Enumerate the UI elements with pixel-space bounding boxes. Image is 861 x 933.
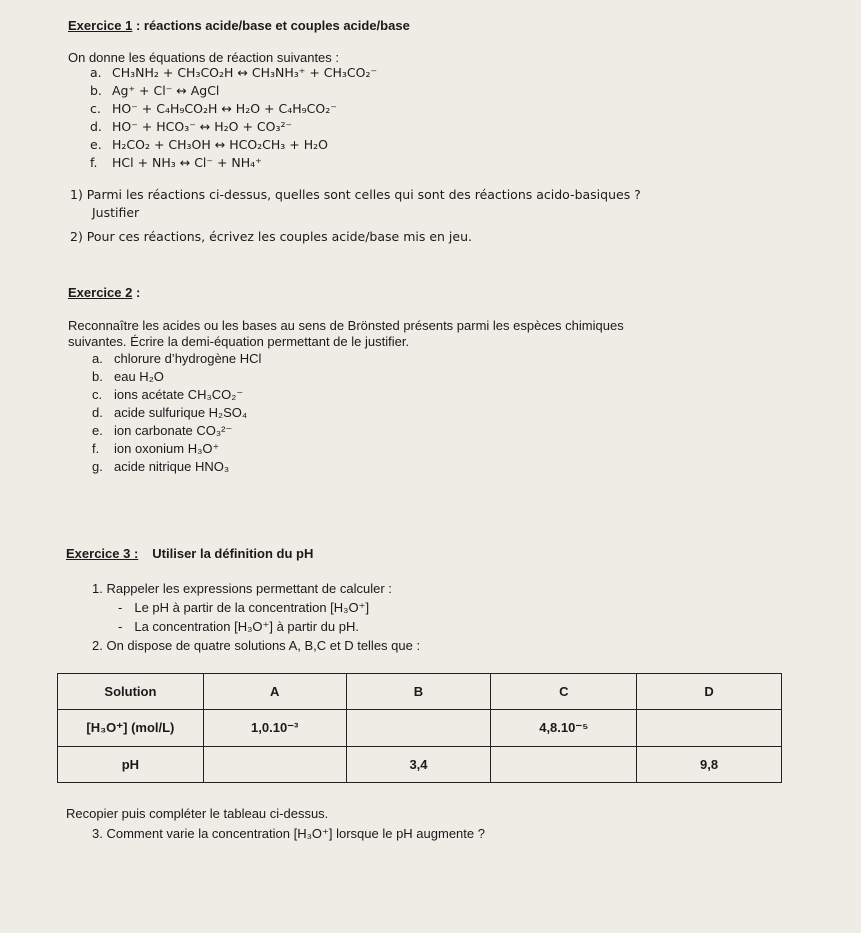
- ex2-intro-line2: suivantes. Écrire la demi-équation permettant de le justifier.: [68, 334, 410, 349]
- equation-text: HO⁻ + C₄H₉CO₂H ↔ H₂O + C₄H₉CO₂⁻: [112, 101, 337, 116]
- table-row: [58, 710, 782, 746]
- ex2-item-e: [92, 423, 232, 439]
- table-header-row: [58, 674, 782, 710]
- ex2-item-f: [92, 441, 219, 457]
- table-cell: pH: [58, 746, 204, 782]
- item-text: ion carbonate CO₃²⁻: [114, 423, 233, 438]
- item-text: acide nitrique HNO₃: [114, 459, 230, 474]
- ex1-title-rest: : réactions acide/base et couples acide/base: [132, 18, 410, 33]
- ex1-title: [68, 18, 410, 33]
- ex2-item-g: [92, 459, 229, 474]
- equation-text: Ag⁺ + Cl⁻ ↔ AgCl: [112, 83, 220, 98]
- ex1-equation-d: [90, 119, 292, 134]
- ex3-question-2: 2. On dispose de quatre solutions A, B,C et D telles que :: [92, 638, 421, 653]
- ex2-title-rest: :: [132, 285, 141, 300]
- ex2-item-c: [92, 387, 243, 403]
- table-cell: B: [346, 674, 491, 710]
- equation-letter: b.: [90, 83, 102, 98]
- table-cell: 4,8.10⁻⁵: [491, 710, 637, 746]
- equation-text: HCl + NH₃ ↔ Cl⁻ + NH₄⁺: [112, 155, 262, 170]
- ex3-title-rest: Utiliser la définition du pH: [152, 546, 314, 561]
- ex1-question-1: 1) Parmi les réactions ci-dessus, quelles sont celles qui sont des réactions acido-basiques ?: [70, 187, 641, 202]
- ex2-item-d: [92, 405, 247, 420]
- ex2-item-b: [92, 369, 164, 384]
- bullet-dash: -: [118, 600, 123, 615]
- item-text: ion oxonium H₃O⁺: [114, 441, 220, 456]
- table-cell: 3,4: [346, 746, 491, 782]
- table-cell: A: [203, 674, 346, 710]
- table-cell: [203, 746, 346, 782]
- item-letter: b.: [92, 369, 103, 384]
- ex3-question-3: 3. Comment varie la concentration [H₃O⁺] lorsque le pH augmente ?: [92, 826, 485, 841]
- item-text: ions acétate CH₃CO₂⁻: [114, 387, 244, 402]
- ex3-question-1: 1. Rappeler les expressions permettant de calculer :: [92, 581, 392, 596]
- ex1-equation-a: [90, 65, 377, 80]
- ex3-title-underlined: Exercice 3 :: [66, 546, 139, 561]
- bullet-dash: -: [118, 619, 123, 634]
- ex1-equation-b: [90, 83, 219, 98]
- ex1-intro: On donne les équations de réaction suivantes :: [68, 50, 340, 65]
- table-cell: [346, 710, 491, 746]
- ph-table: [57, 673, 782, 783]
- item-letter: a.: [92, 351, 103, 366]
- ex2-title-underlined: Exercice 2: [68, 285, 133, 300]
- ex3-bullet-2: [118, 619, 359, 635]
- bullet-text: Le pH à partir de la concentration [H₃O⁺]: [134, 600, 370, 615]
- bullet-text: La concentration [H₃O⁺] à partir du pH.: [134, 619, 359, 634]
- ex1-question-1-justify: Justifier: [92, 205, 140, 220]
- equation-letter: c.: [90, 101, 101, 116]
- table-cell: Solution: [58, 674, 204, 710]
- item-letter: d.: [92, 405, 103, 420]
- ex2-intro-line1: Reconnaître les acides ou les bases au sens de Brönsted présents parmi les espèces chimiques: [68, 318, 624, 333]
- table-cell: [H₃O⁺] (mol/L): [58, 710, 204, 746]
- ex1-equation-e: [90, 137, 328, 152]
- item-letter: c.: [92, 387, 103, 402]
- table-cell: [637, 710, 782, 746]
- ex2-item-a: [92, 351, 261, 366]
- equation-letter: a.: [90, 65, 102, 80]
- ex2-title: [68, 285, 140, 300]
- equation-letter: e.: [90, 137, 102, 152]
- ex1-equation-c: [90, 101, 337, 116]
- item-text: acide sulfurique H₂SO₄: [114, 405, 248, 420]
- table-cell: 1,0.10⁻³: [203, 710, 346, 746]
- item-text: eau H₂O: [114, 369, 164, 384]
- equation-text: H₂CO₂ + CH₃OH ↔ HCO₂CH₃ + H₂O: [112, 137, 328, 152]
- table-row: [58, 746, 782, 782]
- equation-text: CH₃NH₂ + CH₃CO₂H ↔ CH₃NH₃⁺ + CH₃CO₂⁻: [112, 65, 378, 80]
- item-letter: g.: [92, 459, 103, 474]
- item-text: chlorure d’hydrogène HCl: [114, 351, 262, 366]
- equation-letter: f.: [90, 155, 98, 170]
- table-cell: C: [491, 674, 637, 710]
- equation-letter: d.: [90, 119, 102, 134]
- table-cell: D: [637, 674, 782, 710]
- ex1-title-underlined: Exercice 1: [68, 18, 133, 33]
- table-cell: 9,8: [637, 746, 782, 782]
- item-letter: f.: [92, 441, 100, 456]
- ex3-after-table: Recopier puis compléter le tableau ci-dessus.: [66, 806, 329, 821]
- ex1-question-2: 2) Pour ces réactions, écrivez les couples acide/base mis en jeu.: [70, 229, 472, 244]
- ex3-title: [66, 546, 313, 561]
- ex1-equation-f: [90, 155, 262, 170]
- item-letter: e.: [92, 423, 103, 438]
- ex3-bullet-1: [118, 600, 369, 616]
- table-cell: [491, 746, 637, 782]
- equation-text: HO⁻ + HCO₃⁻ ↔ H₂O + CO₃²⁻: [112, 119, 293, 134]
